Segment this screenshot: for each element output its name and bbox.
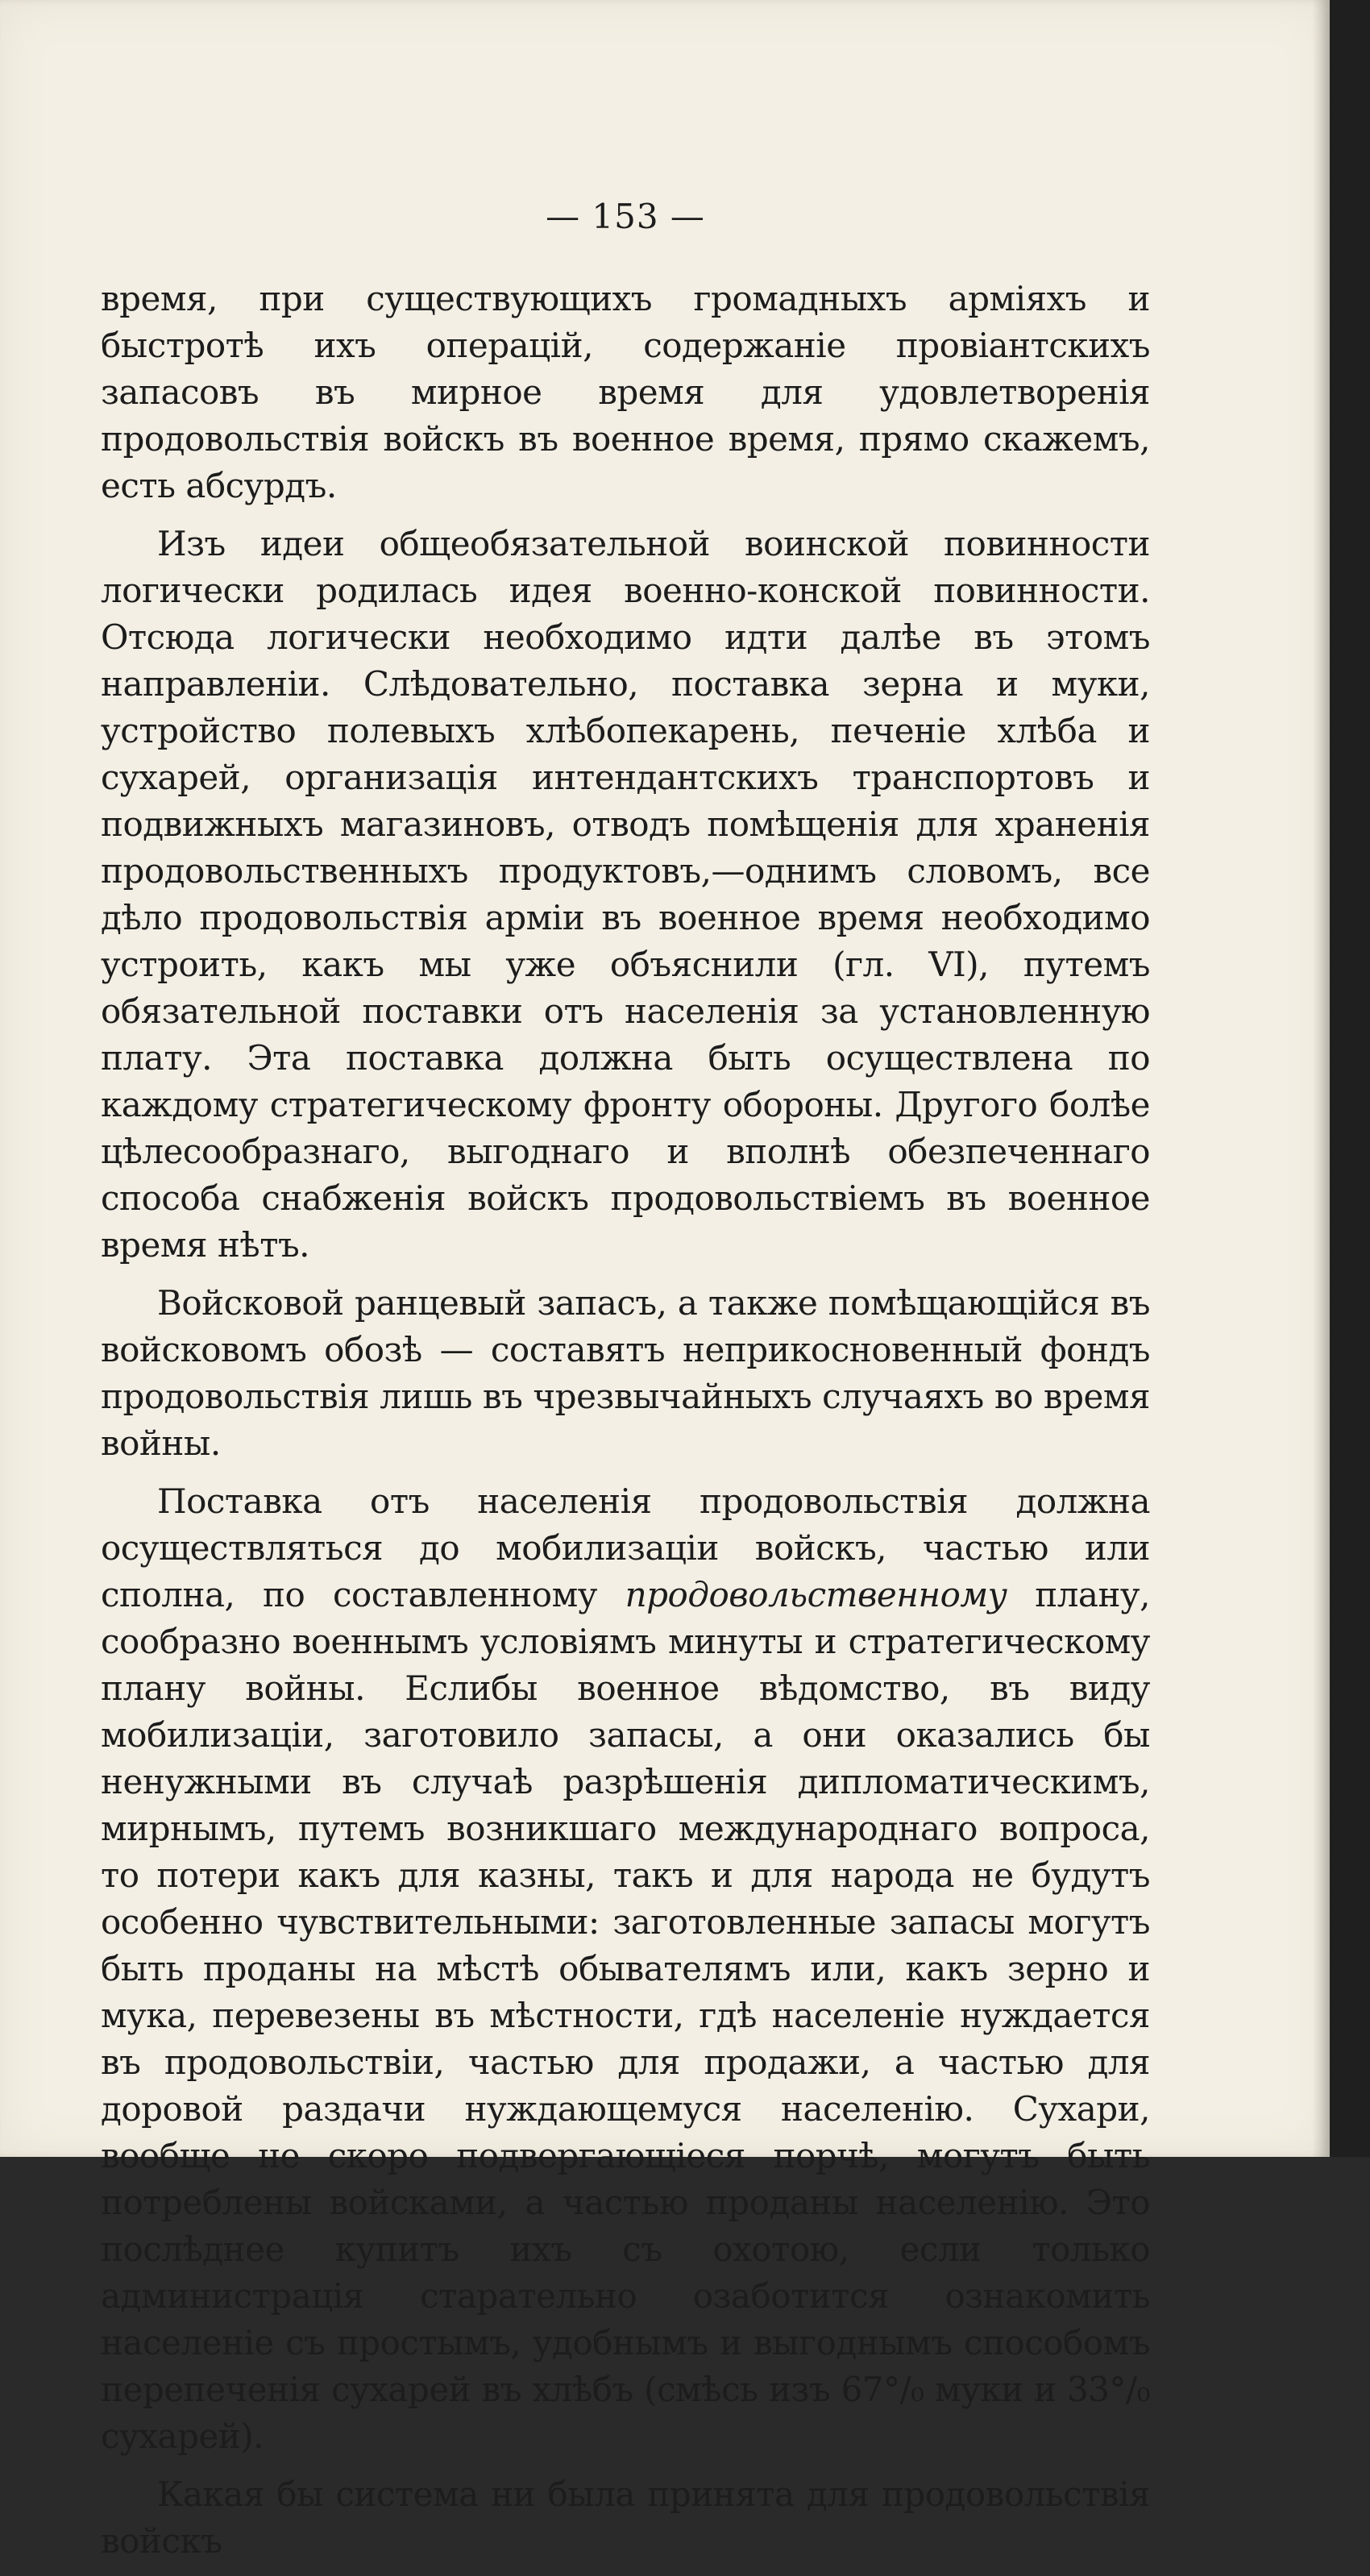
paragraph-1: время, при существующихъ громадныхъ арміяхъ и быстротѣ ихъ операцій, содержаніе провіантскихъ запасовъ въ мирное время для удовлетворенія продовольствія войскъ въ военное время, прямо скажемъ, есть абсурдъ. [101, 279, 1150, 505]
page-number: — 153 — [546, 197, 705, 236]
paragraph-2: Изъ идеи общеобязательной воинской повинности логически родилась идея военно-конской повинности. Отсюда логически необходимо идти далѣе въ этомъ направленіи. Слѣдовательно, поставка зерна и муки, устройство полевыхъ хлѣбопекарень, печеніе хлѣба и сухарей, организація интендантскихъ транспортовъ и подвижныхъ магазиновъ, отводъ помѣщенія для храненія продовольственныхъ продуктовъ,—однимъ словомъ, все дѣло продовольствія арміи въ военное время необходимо устроить, какъ мы уже объяснили (гл. VI), путемъ обязательной поставки отъ населенія за установленную плату. Эта поставка должна быть осуществлена по каждому стратегическому фронту обороны. Другого болѣе цѣлесообразнаго, выгоднаго и вполнѣ обезпеченнаго способа снабженія войскъ продовольствіемъ въ военное время нѣтъ. [101, 524, 1150, 1265]
paragraph-4-emphasis: продовольственному [625, 1575, 1007, 1614]
paragraph-4-text-after: плану, сообразно военнымъ условіямъ минуты и стратегическому плану войны. Еслибы военное вѣдомство, въ виду мобилизаціи, заготовило запасы, а они оказались бы ненужными въ случаѣ разрѣшенія дипломатическимъ, мирнымъ, путемъ возникшаго международнаго вопроса, то потери какъ для казны, такъ и для народа не будутъ особенно чувствительными: заготовленные запасы могутъ быть проданы на мѣстѣ обывателямъ или, какъ зерно и мука, перевезены въ мѣстности, гдѣ населеніе нуждается въ продовольствіи, частью для продажи, а частью для доровой раздачи нуждающемуся населенію. Сухари, вообще не скоро подвергающіеся порчѣ, могутъ быть потреблены войсками, а частью проданы населенію. Это послѣднее купитъ ихъ съ охотою, если только администрація старательно озаботится ознакомить населеніе съ простымъ, удобнымъ и выгоднымъ способомъ перепеченія сухарей въ хлѣбъ (смѣсь изъ 67°/₀ муки и 33°/₀ сухарей). [101, 1575, 1150, 2456]
paragraph-4-text-before: Поставка отъ населенія продовольствія должна осуществляться до мобилизаціи войскъ, частью или сполна, по составленному [101, 1481, 1150, 1614]
scan-dark-margin [1330, 0, 1370, 2157]
paragraph-5: Какая бы система ни была принята для продовольствія войскъ [101, 2474, 1150, 2561]
paragraph-4 [101, 1478, 1150, 2460]
paragraph-3: Войсковой ранцевый запасъ, а также помѣщающійся въ войсковомъ обозѣ — составятъ неприкосновенный фондъ продовольствія лишь въ чрезвычайныхъ случаяхъ во время войны. [101, 1283, 1150, 1463]
page-edge-shadow [1312, 0, 1330, 2157]
page-content [101, 193, 1150, 2576]
